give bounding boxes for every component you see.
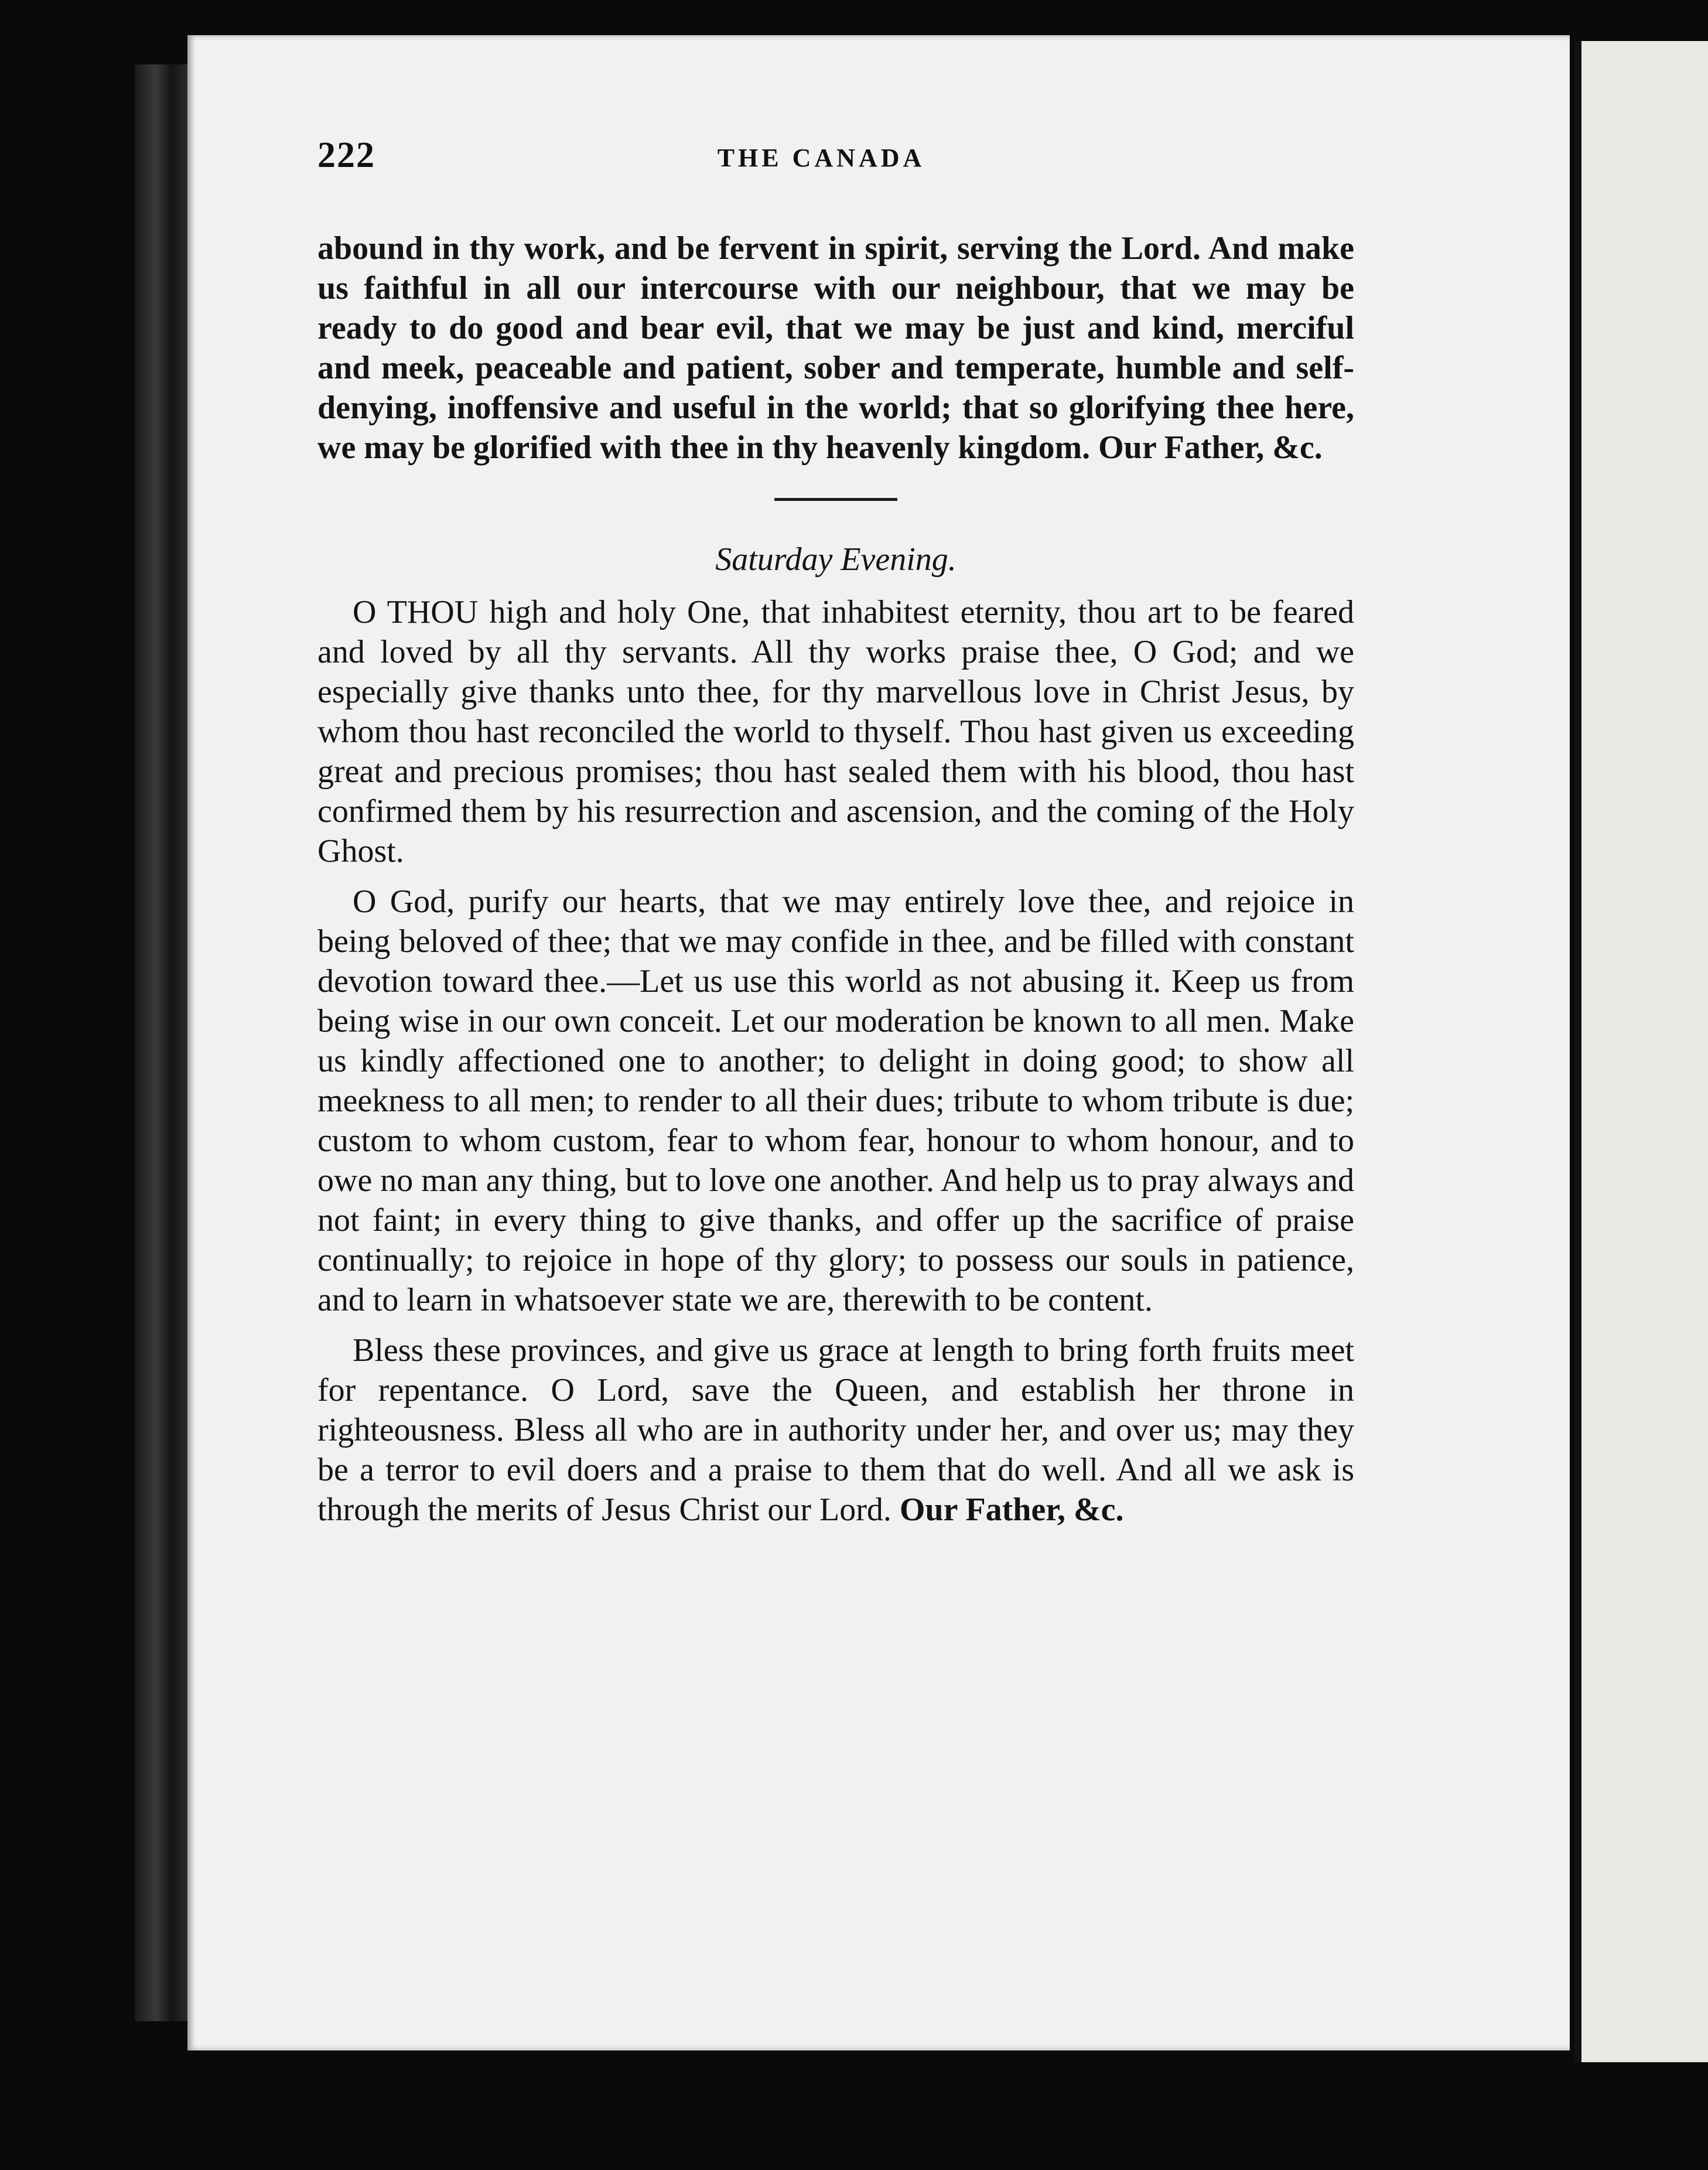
- paragraph-1-text: high and holy One, that inhabitest eternity, thou art to be feared and loved by all thy servants. All thy works praise thee, O God; and we especially give thanks unto thee, for thy marvellous love in Christ Jesus, by whom thou hast reconciled the world to thyself. Thou hast given us exceeding great and precious promises; thou hast sealed them with his blood, thou hast confirmed them by his resurrection and ascension, and the coming of the Holy Ghost.: [317, 594, 1355, 869]
- paragraph-3-text: Bless these provinces, and give us grace at length to bring forth fruits meet for repentance. O Lord, save the Queen, and establish her throne in righteousness. Bless all who are in authority under her, and over us; may they be a terror to evil doers and a praise to them that do well. And all we ask is through the merits of Jesus Christ our Lord.: [317, 1332, 1354, 1528]
- book-spine-edge: [135, 64, 187, 2021]
- page-header: [317, 135, 1559, 187]
- paragraph-3: [317, 1330, 1354, 1530]
- adjacent-page-edge: [1574, 41, 1708, 2062]
- book-page: [187, 35, 1570, 2050]
- opening-paragraph: abound in thy work, and be fervent in spirit, serving the Lord. And make us faithful in all our intercourse with our neighbour, that we may be ready to do good and bear evil, that we may be just and kind, merciful and meek, peaceable and patient, sober and temperate, humble and self-denying, inoffensive and useful in the world; that so glorifying thee here, we may be glorified with thee in thy heavenly kingdom. Our Father, &c.: [317, 230, 1354, 466]
- paragraph-3-closing: Our Father, &c.: [899, 1492, 1124, 1528]
- paragraph-1-lead: O THOU: [353, 594, 479, 630]
- section-title: Saturday Evening.: [715, 541, 957, 578]
- page-body: [317, 228, 1354, 1530]
- paragraph-1: [317, 592, 1354, 871]
- page-number: 222: [317, 135, 375, 175]
- paragraph-2: O God, purify our hearts, that we may entirely love thee, and rejoice in being beloved of thee; that we may confide in thee, and be filled with constant devotion toward thee.—Let us use this world as not abusing it. Keep us from being wise in our own conceit. Let our moderation be known to all men. Make us kindly affectioned one to another; to delight in doing good; to show all meekness to all men; to render to all their dues; tribute to whom tribute is due; custom to whom custom, fear to whom fear, honour to whom honour, and to owe no man any thing, but to love one another. And help us to pray always and not faint; in every thing to give thanks, and offer up the sacrifice of praise continually; to rejoice in hope of thy glory; to possess our souls in patience, and to learn in whatsoever state we are, therewith to be content.: [317, 883, 1354, 1318]
- running-head: THE CANADA: [717, 144, 925, 172]
- section-divider: [774, 498, 897, 501]
